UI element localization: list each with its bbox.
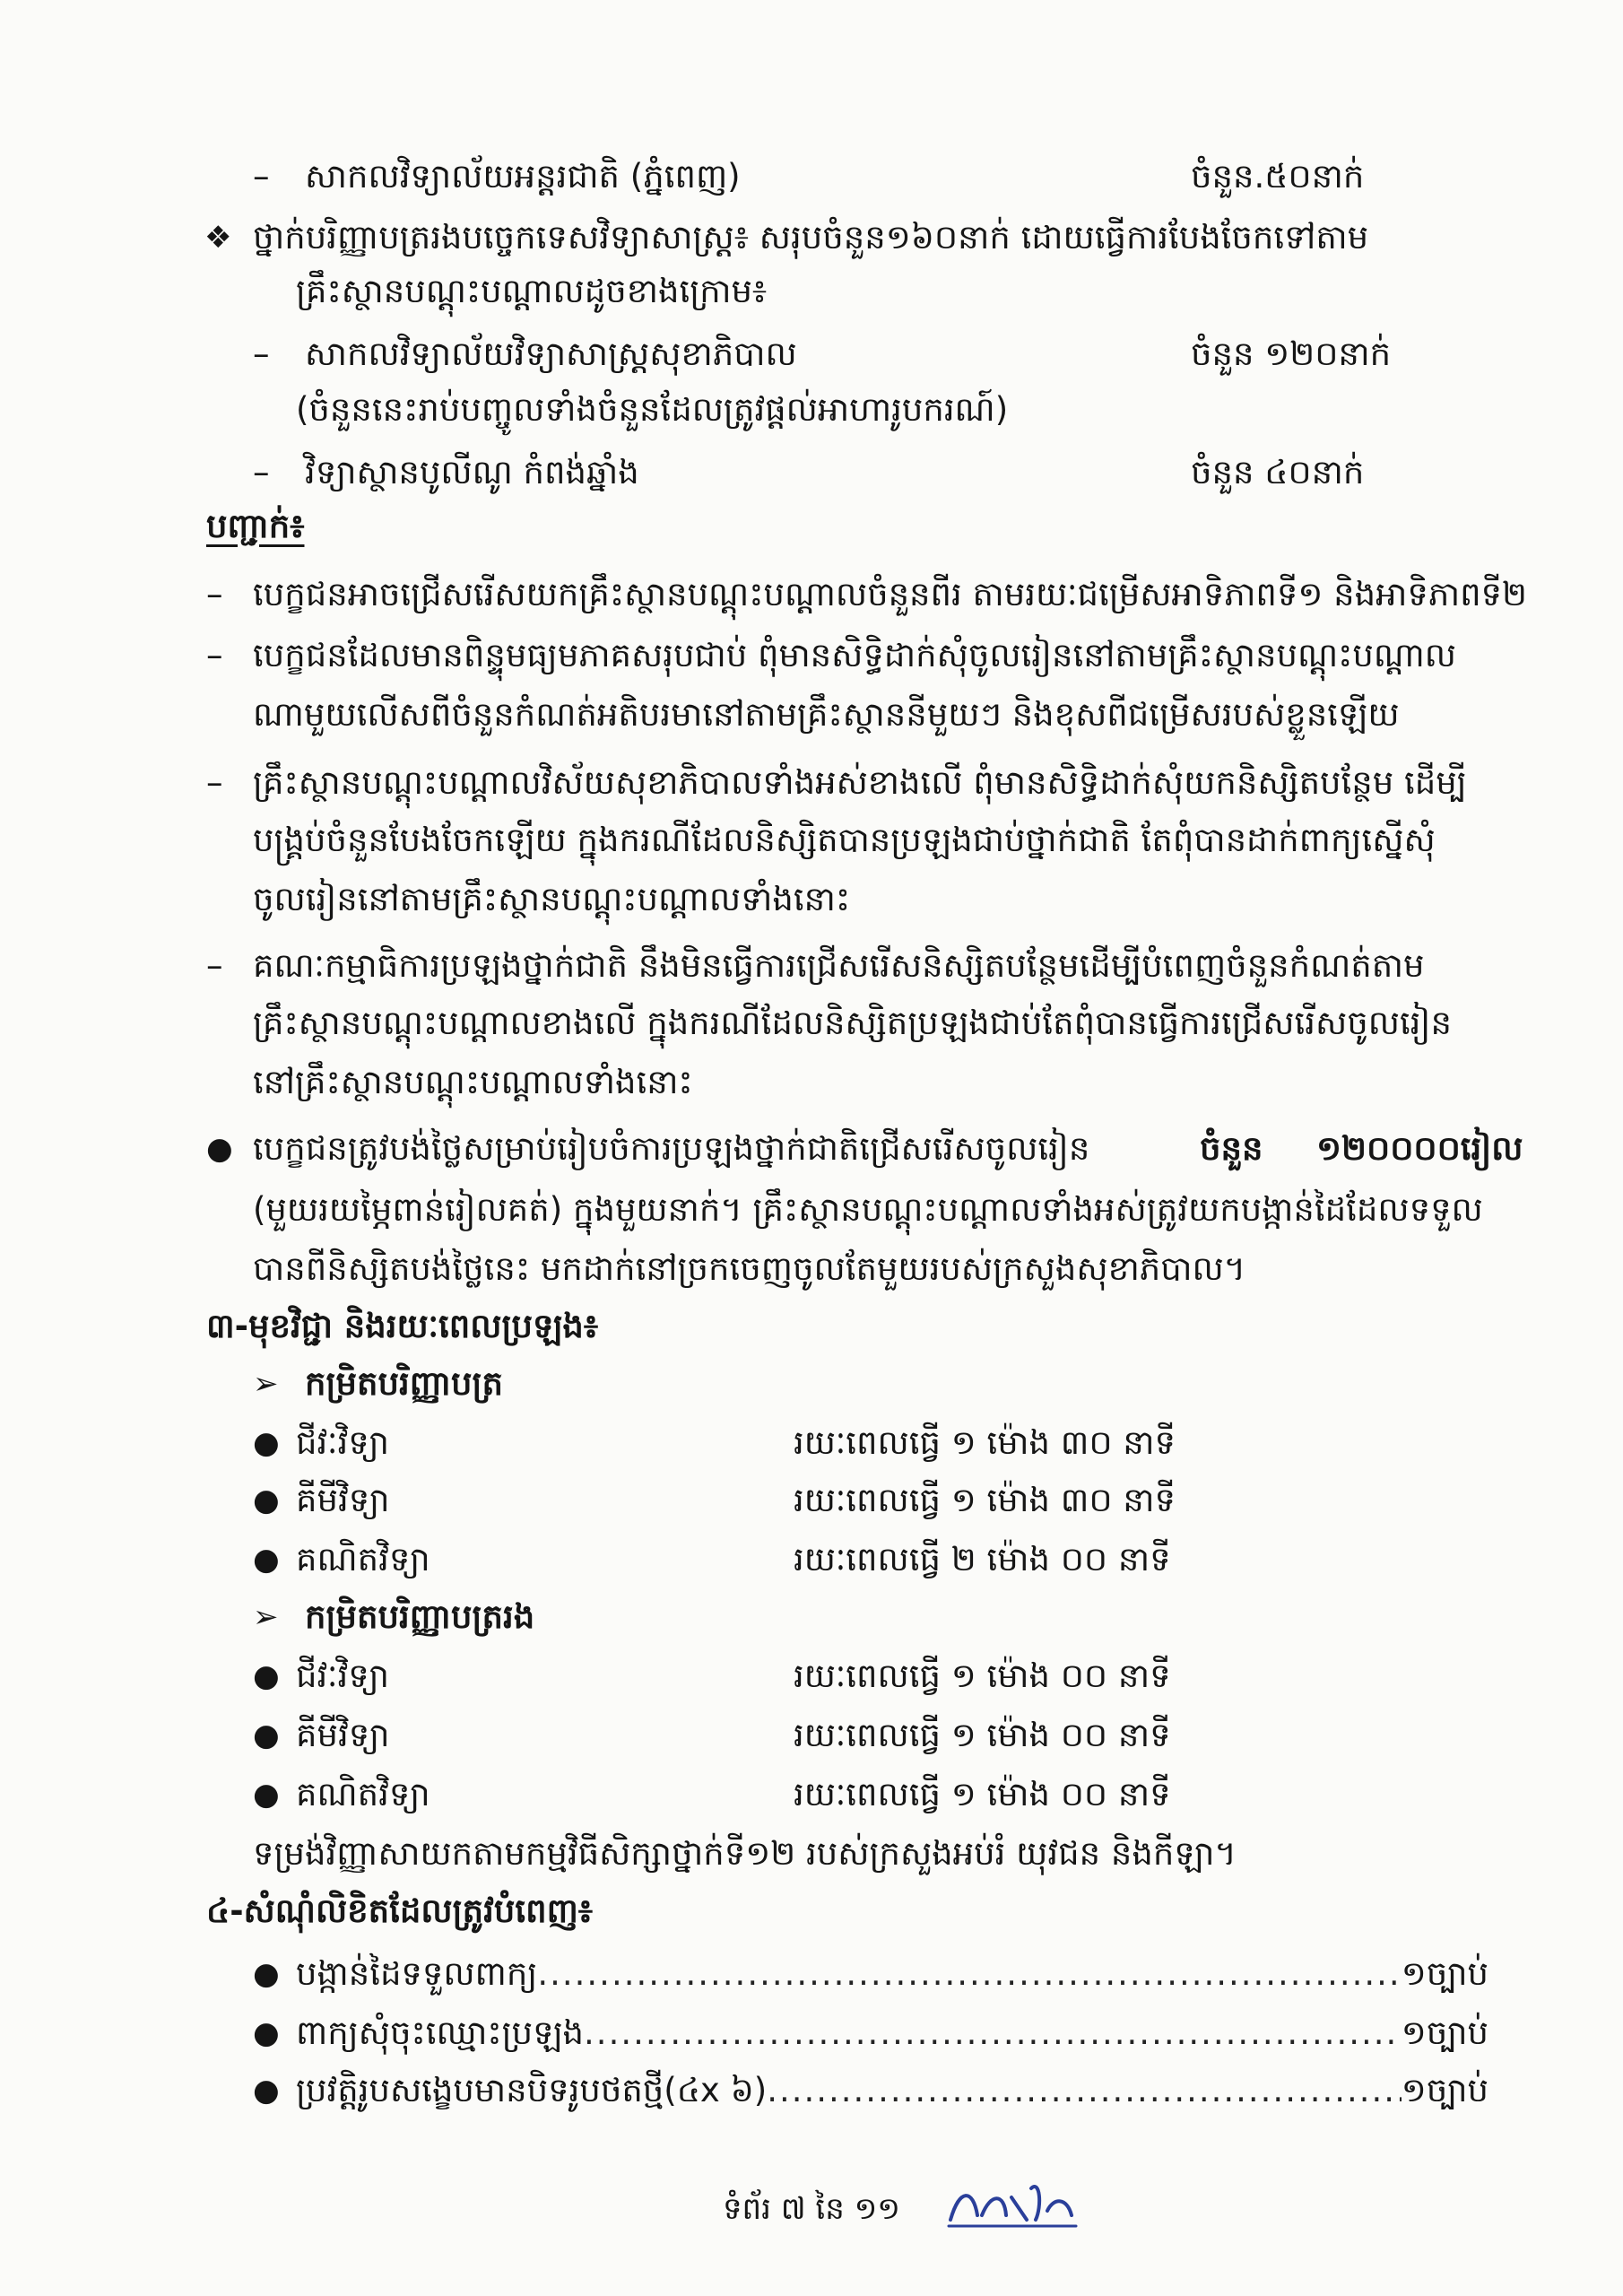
associate-item-count: ចំនួន ១២០នាក់ <box>1191 335 1392 373</box>
associate-level-title: កម្រិតបរិញ្ញាបត្ររង <box>305 1597 535 1636</box>
note-line: បានពីនិស្សិតបង់ថ្លៃនេះ មកដាក់នៅច្រកចេញចូលតែមួយរបស់ក្រសួងសុខាភិបាល។ <box>253 1249 1246 1288</box>
intl-university-label: សាកលវិទ្យាល័យអន្តរជាតិ (ភ្នំពេញ) <box>305 157 741 196</box>
subject-duration: រយៈពេលធ្វើ ១ ម៉ោង ៣០ នាទី <box>794 1481 1176 1519</box>
note-line: បេក្ខជនអាចជ្រើសរើសយកគ្រឹះស្ថានបណ្តុះបណ្តាលចំនួនពីរ តាមរយៈជម្រើសអាទិភាពទី១ និងអាទិភាពទី២ <box>253 575 1528 613</box>
arrow-bullet-icon: ➢ <box>253 1366 279 1402</box>
subject-name: ជីវៈវិទ្យា <box>296 1423 389 1462</box>
bullet-icon: ● <box>253 1425 280 1461</box>
leader-dots <box>584 2009 1402 2057</box>
subject-name: ជីវៈវិទ្យា <box>296 1657 389 1695</box>
document-item-qty: ១ច្បាប់ <box>1401 2071 1488 2109</box>
subject-duration: រយៈពេលធ្វើ ១ ម៉ោង ០០ នាទី <box>794 1716 1171 1754</box>
note-line: បេក្ខជនដែលមានពិន្ទុមធ្យមភាគសរុបជាប់ ពុំមានសិទ្ធិដាក់សុំចូលរៀននៅតាមគ្រឹះស្ថានបណ្តុះបណ្តាល <box>253 636 1456 674</box>
subject-duration: រយៈពេលធ្វើ ២ ម៉ោង ០០ នាទី <box>794 1540 1171 1578</box>
bullet-icon: ● <box>253 2015 280 2051</box>
bullet-icon: ● <box>253 1777 280 1813</box>
note-line: គ្រឹះស្ថានបណ្តុះបណ្តាលខាងលើ ក្នុងករណីដែលនិស្សិតប្រឡងជាប់តែពុំបានធ្វើការជ្រើសរើសចូលរៀន <box>253 1004 1452 1042</box>
dash-marker: – <box>253 335 270 373</box>
associate-item-label: សាកលវិទ្យាល័យវិទ្យាសាស្ត្រសុខាភិបាល <box>305 335 797 373</box>
subject-duration: រយៈពេលធ្វើ ១ ម៉ោង ៣០ នាទី <box>794 1423 1176 1462</box>
note-line: គ្រឹះស្ថានបណ្តុះបណ្តាលវិស័យសុខាភិបាលទាំងអស់ខាងលើ ពុំមានសិទ្ធិដាក់សុំយកនិស្សិតបន្ថែម ដើម្បី <box>253 763 1467 802</box>
document-item-label: បង្កាន់ដៃទទួលពាក្យ <box>296 1954 538 1993</box>
note-line: (មួយរយម្ភៃពាន់រៀលគត់) ក្នុងមួយនាក់។ គ្រឹះស្ថានបណ្តុះបណ្តាលទាំងអស់ត្រូវយកបង្កាន់ដៃដែលទទួល <box>253 1190 1483 1229</box>
fee-count-label: ចំនួន <box>1200 1129 1263 1168</box>
dash-marker: – <box>206 575 223 613</box>
page-footer <box>0 2187 1623 2231</box>
diamond-bullet-icon: ❖ <box>204 220 232 256</box>
bullet-icon: ● <box>253 1483 280 1518</box>
document-item-label: ប្រវត្តិរូបសង្ខេបមានបិទរូបថតថ្មី(៤x ៦) <box>296 2071 768 2109</box>
exam-format-note: ទម្រង់វិញ្ញាសាយកតាមកម្មវិធីសិក្សាថ្នាក់ទី១២ របស់ក្រសួងអប់រំ យុវជន និងកីឡា។ <box>253 1834 1237 1873</box>
document-item-qty: ១ច្បាប់ <box>1401 1954 1488 1993</box>
document-item-label: ពាក្យសុំចុះឈ្មោះប្រឡង <box>296 2013 585 2052</box>
bullet-icon: ● <box>206 1131 233 1167</box>
note-line: នៅគ្រឹះស្ថានបណ្តុះបណ្តាលទាំងនោះ <box>253 1063 693 1101</box>
subject-name: គីមីវិទ្យា <box>296 1481 390 1519</box>
leader-dots <box>767 2066 1402 2115</box>
bullet-icon: ● <box>253 1658 280 1694</box>
notes-title: បញ្ជាក់៖ <box>206 507 305 545</box>
associate-item-label: វិទ្យាស្ថានបូលីណូ កំពង់ឆ្នាំង <box>305 453 639 491</box>
dash-marker: – <box>206 636 223 674</box>
fee-amount: ១២០០០០រៀល <box>1316 1129 1523 1168</box>
dash-marker: – <box>253 157 270 196</box>
subject-name: គណិតវិទ្យា <box>296 1540 430 1578</box>
bullet-icon: ● <box>253 1542 280 1578</box>
subject-duration: រយៈពេលធ្វើ ១ ម៉ោង ០០ នាទី <box>794 1775 1171 1813</box>
dash-marker: – <box>253 453 270 491</box>
note-line: ចូលរៀននៅតាមគ្រឹះស្ថានបណ្តុះបណ្តាលទាំងនោះ <box>253 880 851 918</box>
fee-line: បេក្ខជនត្រូវបង់ថ្លៃសម្រាប់រៀបចំការប្រឡងថ្នាក់ជាតិជ្រើសរើសចូលរៀន <box>253 1129 1090 1168</box>
bullet-icon: ● <box>253 1956 280 1992</box>
document-item-qty: ១ច្បាប់ <box>1401 2013 1488 2052</box>
note-line: គណៈកម្មាធិការប្រឡងថ្នាក់ជាតិ នឹងមិនធ្វើការជ្រើសរើសនិស្សិតបន្ថែមដើម្បីបំពេញចំនួនកំណត់តាម <box>253 946 1425 985</box>
document-item <box>296 2009 1488 2057</box>
bullet-icon: ● <box>253 1718 280 1753</box>
dash-marker: – <box>206 763 223 802</box>
document-item <box>296 1950 1488 1998</box>
section3-title: ៣-មុខវិជ្ជា និងរយៈពេលប្រឡង៖ <box>206 1307 599 1345</box>
arrow-bullet-icon: ➢ <box>253 1599 279 1635</box>
associate-item-note: (ចំនួននេះរាប់បញ្ចូលទាំងចំនួនដែលត្រូវផ្តល់អាហារូបករណ៍) <box>296 390 1009 429</box>
document-item <box>296 2066 1488 2115</box>
associate-item-count: ចំនួន ៤០នាក់ <box>1191 453 1365 491</box>
leader-dots <box>537 1950 1401 1998</box>
bullet-icon: ● <box>253 2073 280 2109</box>
note-line: បង្គ្រប់ចំនួនបែងចែកឡើយ ក្នុងករណីដែលនិស្សិតបានប្រឡងជាប់ថ្នាក់ជាតិ តែពុំបានដាក់ពាក្យស្នើសុំ <box>253 821 1436 859</box>
subject-name: គណិតវិទ្យា <box>296 1775 430 1813</box>
subject-name: គីមីវិទ្យា <box>296 1716 390 1754</box>
associate-heading-cont: គ្រឹះស្ថានបណ្តុះបណ្តាលដូចខាងក្រោម៖ <box>296 272 768 310</box>
section4-title: ៤-សំណុំលិខិតដែលត្រូវបំពេញ៖ <box>206 1892 594 1930</box>
associate-heading: ថ្នាក់បរិញ្ញាបត្ររងបច្ចេកទេសវិទ្យាសាស្ត្រ៖ សរុបចំនួន១៦០នាក់ ដោយធ្វើការបែងចែកទៅតាម <box>253 218 1369 257</box>
handwritten-annotation <box>942 2170 1085 2233</box>
intl-university-count: ចំនួន.៥០នាក់ <box>1191 157 1365 196</box>
page-number: ទំព័រ ៧ នៃ ១១ <box>722 2191 901 2227</box>
dash-marker: – <box>206 946 223 985</box>
subject-duration: រយៈពេលធ្វើ ១ ម៉ោង ០០ នាទី <box>794 1657 1171 1695</box>
note-line: ណាមួយលើសពីចំនួនកំណត់អតិបរមានៅតាមគ្រឹះស្ថាននីមួយៗ និងខុសពីជម្រើសរបស់ខ្លួនឡើយ <box>253 695 1400 734</box>
bachelor-title: កម្រិតបរិញ្ញាបត្រ <box>305 1364 503 1403</box>
